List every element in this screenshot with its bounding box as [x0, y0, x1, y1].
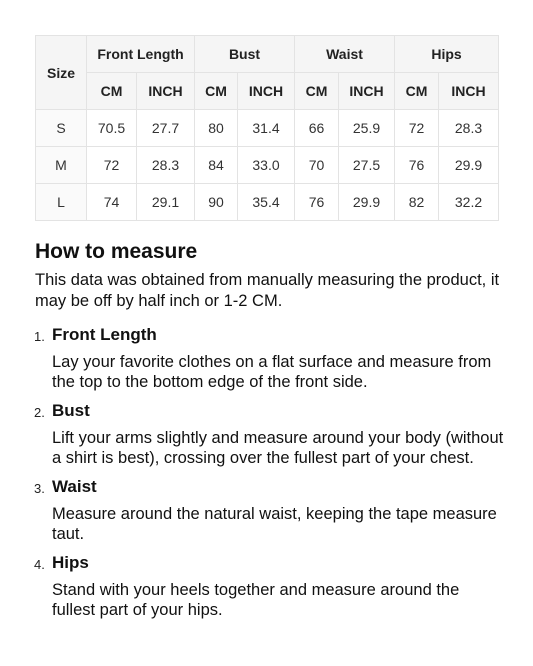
step-description: Measure around the natural waist, keeping the tape measure taut. — [52, 505, 497, 543]
table-cell: 72 — [87, 147, 137, 184]
size-cell: S — [36, 110, 87, 147]
table-cell: 82 — [395, 184, 439, 221]
intro-text: This data was obtained from manually measuring the product, it may be off by half inch or 1-2 CM. — [35, 271, 500, 310]
step-number: 2. — [34, 405, 45, 420]
table-unit-header-row — [36, 73, 499, 110]
size-column-header: Size — [36, 36, 87, 110]
step-title: Front Length — [52, 325, 157, 344]
group-header-waist: Waist — [295, 36, 395, 73]
step-description: Stand with your heels together and measure around the fullest part of your hips. — [52, 581, 460, 619]
list-item — [35, 322, 505, 392]
table-cell: 76 — [295, 184, 339, 221]
table-cell: 25.9 — [339, 110, 395, 147]
table-cell: 29.9 — [439, 147, 499, 184]
unit-header: CM — [195, 73, 238, 110]
table-cell: 31.4 — [238, 110, 295, 147]
table-cell: 29.1 — [137, 184, 195, 221]
table-cell: 76 — [395, 147, 439, 184]
table-cell: 84 — [195, 147, 238, 184]
size-cell: M — [36, 147, 87, 184]
list-item — [35, 398, 505, 468]
table-cell: 80 — [195, 110, 238, 147]
how-to-measure-heading: How to measure — [35, 240, 198, 263]
unit-header: CM — [395, 73, 439, 110]
table-cell: 28.3 — [439, 110, 499, 147]
step-title: Waist — [52, 477, 97, 496]
table-row — [36, 184, 499, 221]
table-cell: 72 — [395, 110, 439, 147]
unit-header: INCH — [339, 73, 395, 110]
list-item — [35, 474, 505, 544]
unit-header: CM — [87, 73, 137, 110]
list-item — [35, 550, 505, 620]
step-title: Hips — [52, 553, 89, 572]
table-cell: 27.7 — [137, 110, 195, 147]
table-cell: 33.0 — [238, 147, 295, 184]
table-cell: 74 — [87, 184, 137, 221]
size-cell: L — [36, 184, 87, 221]
table-cell: 90 — [195, 184, 238, 221]
step-number: 3. — [34, 481, 45, 496]
step-description: Lay your favorite clothes on a flat surface and measure from the top to the bottom edge of the front side. — [52, 353, 492, 391]
table-cell: 70.5 — [87, 110, 137, 147]
group-header-bust: Bust — [195, 36, 295, 73]
table-cell: 29.9 — [339, 184, 395, 221]
step-number: 1. — [34, 329, 45, 344]
table-row — [36, 110, 499, 147]
table-cell: 35.4 — [238, 184, 295, 221]
size-chart-table — [35, 35, 499, 221]
table-cell: 28.3 — [137, 147, 195, 184]
group-header-hips: Hips — [395, 36, 499, 73]
unit-header: INCH — [137, 73, 195, 110]
step-description: Lift your arms slightly and measure around your body (without a shirt is best), crossing over the fullest part of your chest. — [52, 429, 504, 467]
unit-header: INCH — [238, 73, 295, 110]
table-cell: 32.2 — [439, 184, 499, 221]
unit-header: INCH — [439, 73, 499, 110]
table-cell: 27.5 — [339, 147, 395, 184]
table-cell: 66 — [295, 110, 339, 147]
table-row — [36, 147, 499, 184]
step-title: Bust — [52, 401, 90, 420]
table-group-header-row — [36, 36, 499, 73]
step-number: 4. — [34, 557, 45, 572]
table-cell: 70 — [295, 147, 339, 184]
measure-steps-list — [35, 322, 505, 626]
unit-header: CM — [295, 73, 339, 110]
group-header-front-length: Front Length — [87, 36, 195, 73]
